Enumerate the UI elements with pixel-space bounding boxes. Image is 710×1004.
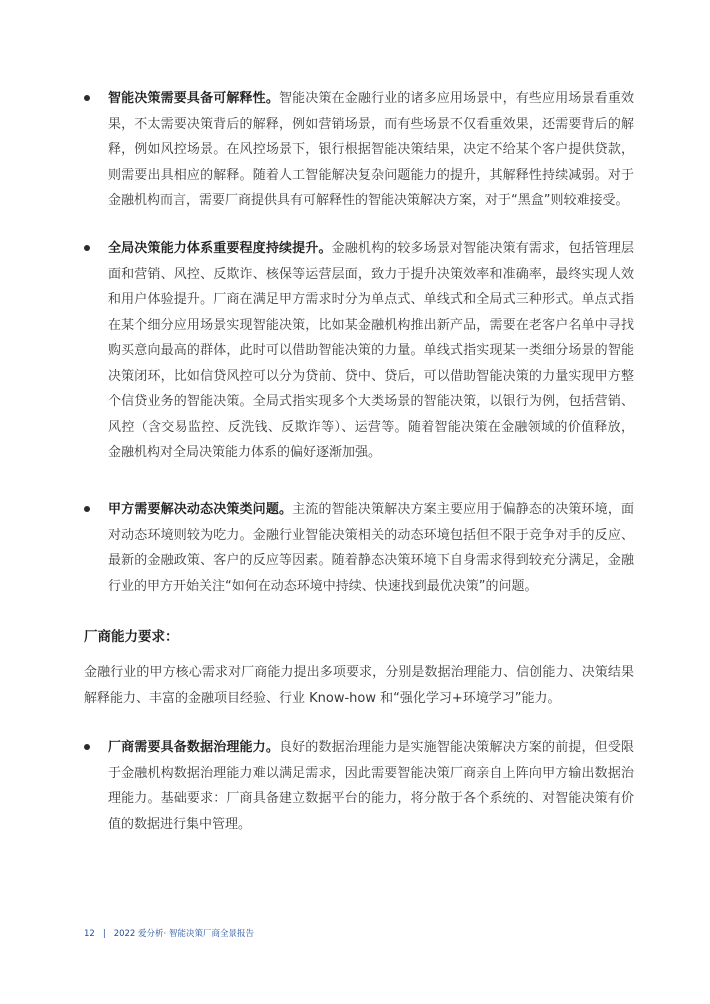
- bullet-dot-icon: [84, 744, 90, 750]
- bullet-item: [84, 86, 634, 214]
- bullet-dot-icon: [84, 95, 90, 101]
- bullet-body: 金融机构的较多场景对智能决策有需求，包括管理层面和营销、风控、反欺诈、核保等运营层面，致力于提升决策效率和准确率，最终实现人效和用户体验提升。厂商在满足甲方需求时分为单点式、单线式和全局式三种形式。单点式指在某个细分应用场景实现智能决策，比如某金融机构推出新产品，需要在老客户名单中寻找购买意向最高的群体，此时可以借助智能决策的力量。单线式指实现某一类细分场景的智能决策闭环，比如信贷风控可以分为贷前、贷中、贷后，可以借助智能决策的力量实现甲方整个信贷业务的智能决策。全局式指实现多个大类场景的智能决策，以银行为例，包括营销、风控（含交易监控、反洗钱、反欺诈等）、运营等。随着智能决策在金融领域的价值释放，金融机构对全局决策能力体系的偏好逐渐加强。: [108, 241, 634, 460]
- page-footer: [84, 927, 254, 939]
- bullet-paragraph: [108, 86, 634, 214]
- bullet-item: [84, 236, 634, 466]
- bullet-title: 智能决策需要具备可解释性。: [108, 91, 279, 106]
- section-intro-paragraph: 金融行业的甲方核心需求对厂商能力提出多项要求，分别是数据治理能力、信创能力、决策结果解释能力、丰富的金融项目经验、行业 Know-how 和“强化学习+环境学习”能力。: [84, 665, 634, 706]
- bullet-item: [84, 735, 634, 837]
- bullet-body: 良好的数据治理能力是实施智能决策解决方案的前提，但受限于金融机构数据治理能力难以满足需求，因此需要智能决策厂商亲自上阵向甲方输出数据治理能力。基础要求：厂商具备建立数据平台的能力，将分散于各个系统的、对智能决策有价值的数据进行集中管理。: [108, 740, 634, 832]
- bullet-paragraph: [108, 236, 634, 466]
- bullet-title: 甲方需要解决动态决策类问题。: [108, 502, 293, 517]
- bullet-body: 主流的智能决策解决方案主要应用于偏静态的决策环境，面对动态环境则较为吃力。金融行业智能决策相关的动态环境包括但不限于竞争对手的反应、最新的金融政策、客户的反应等因素。随着静态决策环境下自身需求得到较充分满足，金融行业的甲方开始关注“如何在动态环境中持续、快速找到最优决策”的问题。: [108, 502, 634, 594]
- bullet-dot-icon: [84, 245, 90, 251]
- report-title: 2022 爱分析· 智能决策厂商全景报告: [113, 929, 254, 939]
- bullet-paragraph: [108, 497, 634, 599]
- bullet-body: 智能决策在金融行业的诸多应用场景中，有些应用场景看重效果，不太需要决策背后的解释，例如营销场景，而有些场景不仅看重效果，还需要背后的解释，例如风控场景。在风控场景下，银行根据智能决策结果，决定不给某个客户提供贷款，则需要出具相应的解释。随着人工智能解决复杂问题能力的提升，其解释性持续减弱。对于金融机构而言，需要厂商提供具有可解释性的智能决策解决方案，对于“黑盒”则较难接受。: [108, 91, 634, 208]
- bullet-dot-icon: [84, 506, 90, 512]
- footer-separator: |: [102, 929, 106, 939]
- bullet-title: 厂商需要具备数据治理能力。: [108, 740, 279, 755]
- bullet-title: 全局决策能力体系重要程度持续提升。: [108, 241, 332, 256]
- page-number: 12: [84, 929, 95, 939]
- bullet-paragraph: [108, 735, 634, 837]
- section-heading: 厂商能力要求：: [84, 629, 179, 645]
- bullet-item: [84, 497, 634, 599]
